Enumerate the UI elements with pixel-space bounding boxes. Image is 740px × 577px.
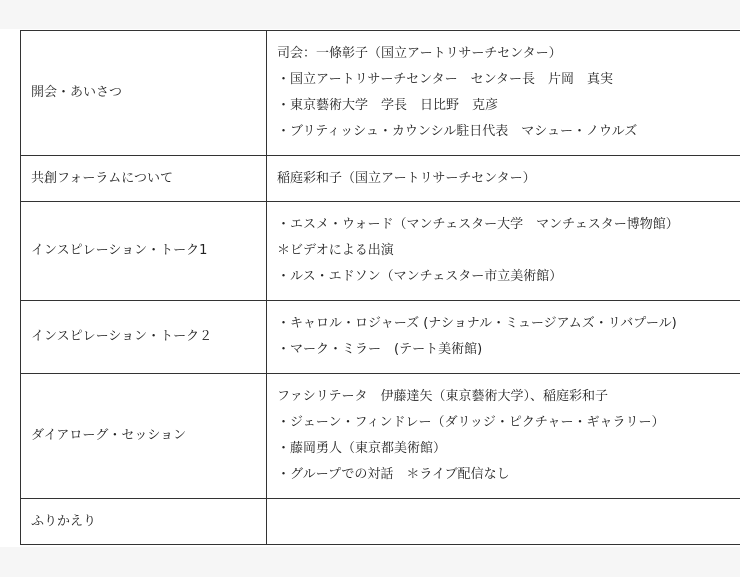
session-details xyxy=(267,374,740,499)
detail-line: 稲庭彩和子（国立アートリサーチセンター） xyxy=(277,170,536,186)
detail-line: ・ブリティッシュ・カウンシル駐日代表 マシュー・ノウルズ xyxy=(277,124,638,139)
session-label: ダイアローグ・セッション xyxy=(21,374,267,499)
session-label: ふりかえり xyxy=(21,499,267,545)
detail-line: ・マーク・ミラー (テート美術館) xyxy=(277,342,483,357)
session-label: 共創フォーラムについて xyxy=(21,156,267,202)
session-details xyxy=(267,301,740,374)
detail-line: ・グループでの対話 ＊ライブ配信なし xyxy=(277,467,510,482)
session-details-empty xyxy=(267,499,740,545)
session-details xyxy=(267,31,740,156)
session-label: インスピレーション・トーク1 xyxy=(21,202,267,301)
detail-line: ファシリテータ 伊藤達矢（東京藝術大学）、稲庭彩和子 xyxy=(277,389,608,404)
table-row xyxy=(21,202,740,301)
session-details xyxy=(267,156,740,202)
detail-line: ＊ビデオによる出演 xyxy=(277,243,394,258)
detail-line: ・ルス・エドソン（マンチェスター市立美術館） xyxy=(277,269,563,284)
table-row xyxy=(21,31,740,156)
detail-line: ・国立アートリサーチセンター センター長 片岡 真実 xyxy=(277,72,614,87)
table-row xyxy=(21,499,740,545)
session-details xyxy=(267,202,740,301)
program-table xyxy=(20,30,740,545)
detail-line: ・キャロル・ロジャーズ (ナショナル・ミュージアムズ・リバプール) xyxy=(277,316,677,331)
detail-line: ・エスメ・ウォード（マンチェスター大学 マンチェスター博物館） xyxy=(277,217,679,232)
session-label: 開会・あいさつ xyxy=(21,31,267,156)
table-row xyxy=(21,374,740,499)
detail-line: ・東京藝術大学 学長 日比野 克彦 xyxy=(277,98,499,113)
detail-line: ・藤岡勇人（東京都美術館） xyxy=(277,441,447,456)
detail-line: ・ジェーン・フィンドレー（ダリッジ・ピクチャー・ギャラリー） xyxy=(277,415,665,430)
session-label: インスピレーション・トーク２ xyxy=(21,301,267,374)
table-row xyxy=(21,156,740,202)
detail-line: 司会：一條彰子（国立アートリサーチセンター） xyxy=(277,46,562,61)
table-row xyxy=(21,301,740,374)
